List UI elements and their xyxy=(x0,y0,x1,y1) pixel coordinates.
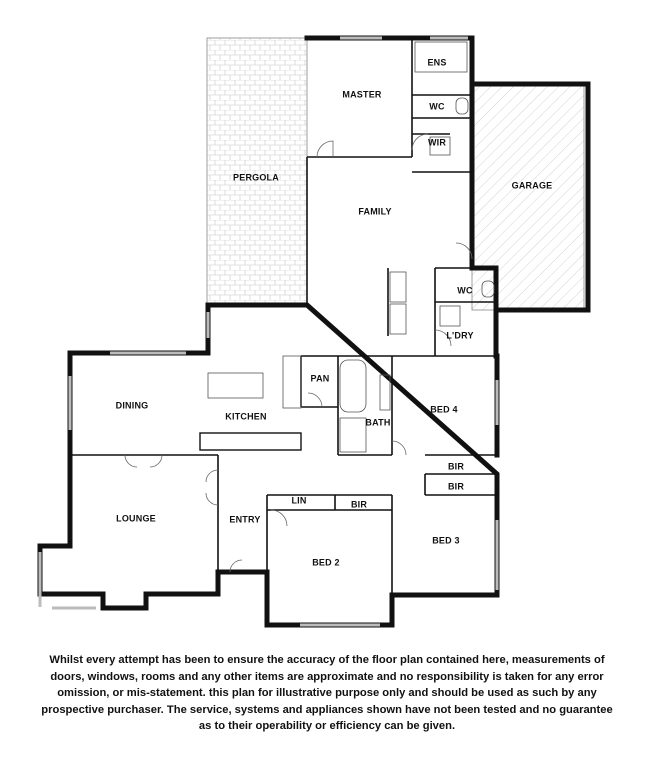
garage-label: GARAGE xyxy=(511,180,553,191)
wc-master-label: WC xyxy=(429,101,445,112)
kitchen-label: KITCHEN xyxy=(225,411,267,422)
laundry-label: L'DRY xyxy=(446,330,474,341)
bath-label: BATH xyxy=(365,417,391,428)
pantry-label: PAN xyxy=(310,373,330,384)
pergola-label: PERGOLA xyxy=(233,172,279,183)
wc-laundry-label: WC xyxy=(457,285,473,296)
bed4-label: BED 4 xyxy=(430,404,458,415)
wir-label: WIR xyxy=(427,137,447,148)
pergola-area xyxy=(207,38,307,304)
master-label: MASTER xyxy=(342,89,382,100)
bir-bed4-label: BIR xyxy=(447,461,465,472)
entry-label: ENTRY xyxy=(229,514,261,525)
disclaimer-text: Whilst every attempt has been to ensure the accuracy of the floor plan contained here, measurements of doors, windows, rooms and any other items are approximate and no responsibility is taken for any error omission, or mis-statement. this plan for illustrative purpose only and should be used as such by any prospective purchaser. The service, systems and appliances shown have not been tested and no guarantee as to their operability or efficiency can be given. xyxy=(41,654,613,733)
garage-area xyxy=(472,84,584,310)
bir-bed3-label: BIR xyxy=(447,481,465,492)
lin-label: LIN xyxy=(291,495,307,506)
dining-label: DINING xyxy=(115,400,149,411)
ens-label: ENS xyxy=(427,57,447,68)
bir-bed2-label: BIR xyxy=(350,499,368,510)
family-label: FAMILY xyxy=(358,206,392,217)
bed3-label: BED 3 xyxy=(432,535,460,546)
lounge-label: LOUNGE xyxy=(116,513,156,524)
bed2-label: BED 2 xyxy=(312,557,340,568)
